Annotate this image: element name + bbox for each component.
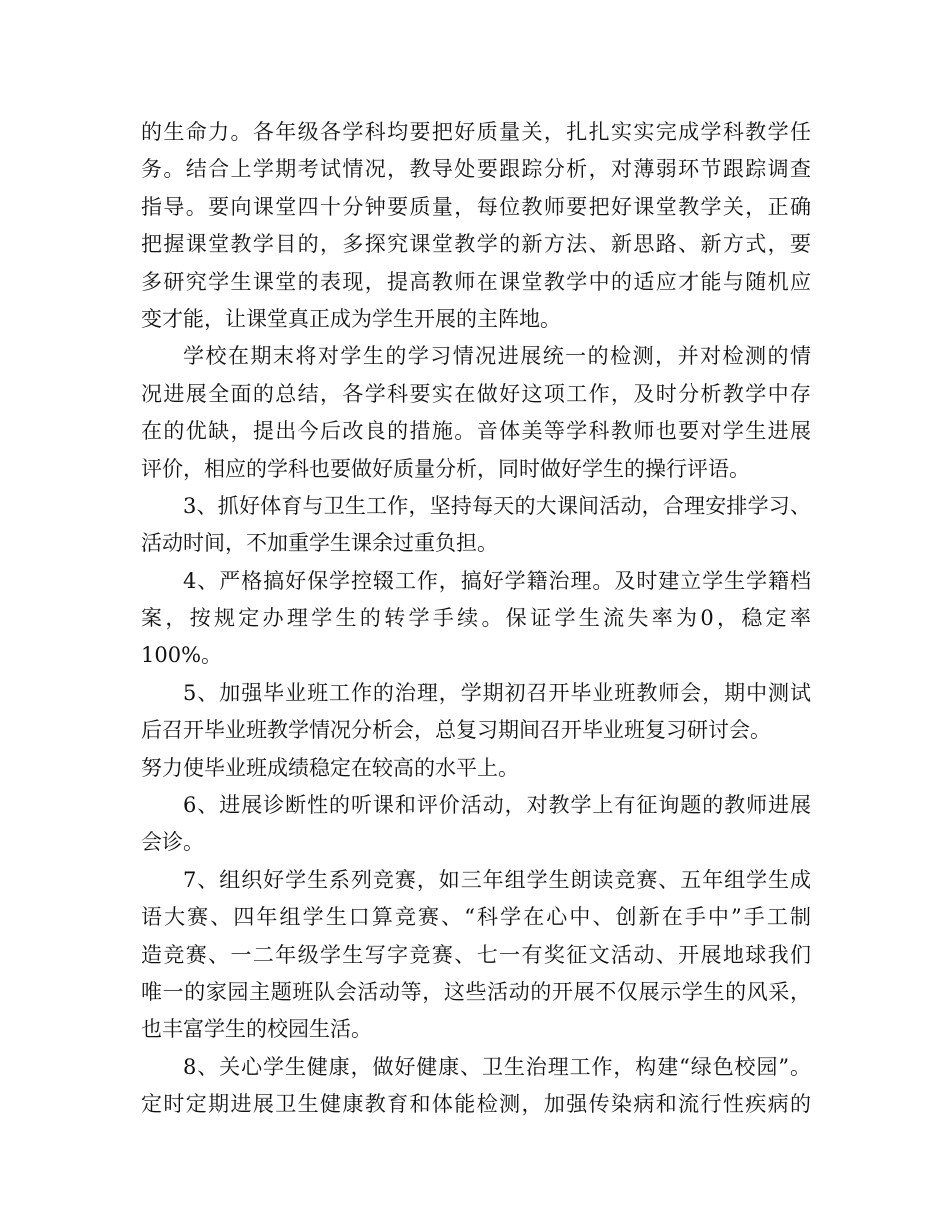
text-line: 活动时间，不加重学生课余过重负担。 — [141, 531, 498, 556]
paragraph-first-line: 学校在期末将对学生的学习情况进展统一的检测，并对检测的情 — [183, 344, 811, 369]
text-line: 评价，相应的学科也要做好质量分析，同时做好学生的操行评语。 — [141, 456, 750, 481]
text-line: 语大赛、四年组学生口算竞赛、“科学在心中、创新在手中”手工制 — [141, 905, 811, 930]
text-line: 案，按规定办理学生的转学手续。保证学生流失率为0，稳定率 — [141, 606, 811, 631]
text-line: 后召开毕业班教学情况分析会，总复习期间召开毕业班复习研讨会。 — [141, 718, 771, 743]
text-line: 定时定期进展卫生健康教育和体能检测，加强传染病和流行性疾病的 — [141, 1092, 811, 1117]
paragraph-first-line: 5、加强毕业班工作的治理，学期初召开毕业班教师会，期中测试 — [183, 680, 811, 705]
text-line: 变才能，让课堂真正成为学生开展的主阵地。 — [141, 306, 561, 331]
text-line: 的生命力。各年级各学科均要把好质量关，扎扎实实完成学科教学任 — [141, 120, 811, 144]
paragraph-first-line: 4、严格搞好保学控辍工作，搞好学籍治理。及时建立学生学籍档 — [183, 568, 811, 593]
text-line: 把握课堂教学目的，多探究课堂教学的新方法、新思路、新方式，要 — [141, 232, 811, 257]
paragraph-first-line: 8、关心学生健康，做好健康、卫生治理工作，构建“绿色校园”。 — [183, 1054, 811, 1079]
text-line: 努力使毕业班成绩稳定在较高的水平上。 — [141, 755, 519, 780]
document-body — [141, 114, 811, 1124]
paragraph-first-line: 3、抓好体育与卫生工作，坚持每天的大课间活动，合理安排学习、 — [183, 493, 811, 518]
text-line: 也丰富学生的校园生活。 — [141, 1017, 372, 1042]
text-line: 唯一的家园主题班队会活动等，这些活动的开展不仅展示学生的风采， — [141, 979, 811, 1004]
paragraph-first-line: 6、进展诊断性的听课和评价活动，对教学上有征询题的教师进展 — [183, 793, 811, 818]
text-line: 100%。 — [141, 643, 223, 668]
text-line: 况进展全面的总结，各学科要实在做好这项工作，及时分析教学中存 — [141, 381, 811, 406]
text-line: 造竞赛、一二年级学生写字竞赛、七一有奖征文活动、开展地球我们 — [141, 942, 811, 967]
text-line: 会诊。 — [141, 830, 204, 855]
text-line: 在的优缺，提出今后改良的措施。音体美等学科教师也要对学生进展 — [141, 419, 811, 444]
paragraph-first-line: 7、组织好学生系列竞赛，如三年组学生朗读竞赛、五年组学生成 — [183, 867, 811, 892]
text-line: 务。结合上学期考试情况，教导处要跟踪分析，对薄弱环节跟踪调查 — [141, 157, 811, 182]
text-line: 指导。要向课堂四十分钟要质量，每位教师要把好课堂教学关，正确 — [141, 194, 811, 219]
text-line: 多研究学生课堂的表现，提高教师在课堂教学中的适应才能与随机应 — [141, 269, 811, 294]
